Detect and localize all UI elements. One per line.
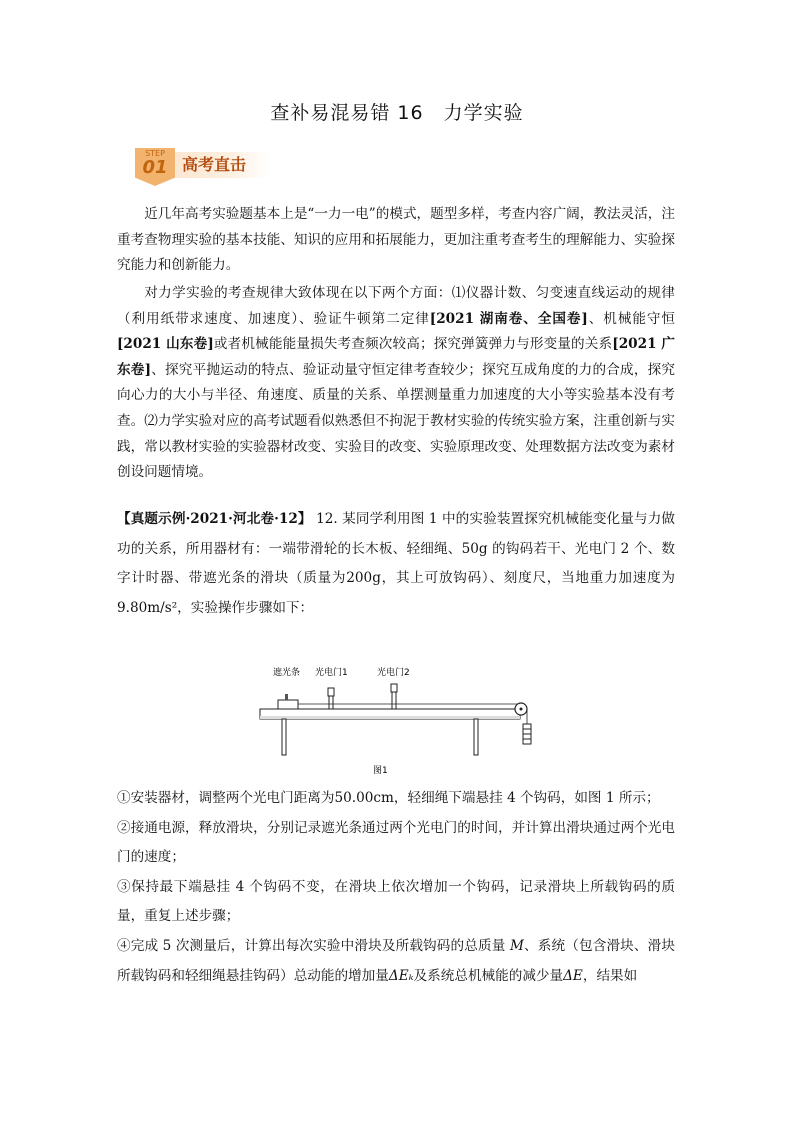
- question-text-2: 的钩码若干、光电门 2 个、数字计时器、带遮光条的滑块（质量为: [117, 540, 675, 586]
- step-1-text-b: ，轻细绳下端悬挂 4 个钩码，如图 1 所示；: [393, 790, 660, 806]
- step-tag-number: 01: [142, 157, 168, 178]
- step-4: [117, 932, 675, 991]
- analysis-text-3: 或者机械能能量损失考查频次较高；探究弹簧弹力与形变量的关系: [213, 336, 613, 353]
- intro-paragraph: 近几年高考实验题基本上是“一力一电”的模式，题型多样，考查内容广阔，教法灵活，注重考查物理实验的基本技能、知识的应用和拓展能力，更加注重考查考生的理解能力、实验探究能力和创新能力。: [117, 206, 675, 274]
- symbol-M: M: [509, 937, 524, 954]
- page-title: 查补易混易错 16 力学实验: [270, 102, 524, 124]
- step-1-text-a: ①安装器材，调整两个光电门距离为: [117, 790, 335, 806]
- procedure-steps: [117, 784, 675, 991]
- table-leg-right: [474, 719, 478, 755]
- question-intro: [117, 505, 675, 623]
- hook-mass: 50g: [461, 540, 488, 557]
- analysis-text-1: 对力学实验的考查规律大致体现在以下两个方面：⑴仪器计数、匀变速直线运动的规律（利用纸带求速度、加速度）、验证牛顿第二定律: [117, 285, 675, 327]
- photogate-1: [329, 696, 333, 709]
- pulley-axle: [520, 708, 523, 711]
- exam-ref-1: [2021 湖南卷、全国卷]: [429, 310, 588, 327]
- figure-caption: 图1: [373, 766, 388, 776]
- hook-weight-2: [523, 729, 531, 734]
- table-leg-left: [282, 719, 286, 755]
- analysis-text-4: 、探究平抛运动的特点、验证动量守恒定律考查较少；探究互成角度的力的合成，探究向心力的大小与半径、角速度、质量的关系、单摆测量重力加速度的大小等实验基本没有考查。⑵力学实验对应的高考试题看似熟悉但不拘泥于教材实验的传统实验方案，注重创新与实践，常以教材实验的实验器材改变、实验目的改变、实验原理改变、处理数据方法改变为素材创设问题情境。: [117, 361, 675, 481]
- slider-block: [278, 700, 298, 709]
- exam-ref-2: [2021 山东卷]: [117, 336, 214, 353]
- step-tag-word: STEP: [145, 149, 165, 158]
- question-tag: 【真题示例·2021·河北卷·12】: [117, 511, 312, 527]
- step-banner-label: 高考直击: [182, 155, 247, 174]
- hook-weight-1: [523, 724, 531, 729]
- shutter-strip: [285, 694, 288, 700]
- label-shutter: 遮光条: [273, 668, 301, 678]
- apparatus-figure: [255, 658, 545, 780]
- step-3: ③保持最下端悬挂 4 个钩码不变，在滑块上依次增加一个钩码，记录滑块上所载钩码的质量，重复上述步骤；: [117, 878, 675, 925]
- photogate-1-head: [328, 688, 334, 696]
- gate-distance: 50.00cm: [334, 790, 394, 806]
- question-text-3: ，其上可放钩码）、刻度尺，当地重力加速度为: [380, 570, 675, 586]
- question-text-1: 12. 某同学利用图 1 中的实验装置探究机械能变化量与力做功的关系，所用器材有：一端带滑轮的长木板、轻细绳、: [117, 511, 675, 557]
- symbol-delta-e: ΔE: [563, 967, 583, 984]
- photogate-2-head: [391, 684, 397, 692]
- step-4-text-c: 及系统总机械能的减少量: [413, 967, 564, 984]
- step-4-text-d: ，结果如: [582, 967, 638, 984]
- step-4-text-a: ④完成 5 次测量后，计算出每次实验中滑块及所载钩码的总质量: [117, 937, 510, 954]
- hook-weight-3: [523, 734, 531, 739]
- step-4-text-b: 、系统（包含滑块、滑块所载钩码和轻细绳悬挂钩码）总动能的增加量: [117, 937, 675, 984]
- label-gate-1: 光电门1: [315, 668, 348, 678]
- question-text-4: ，实验操作步骤如下：: [177, 599, 314, 616]
- step-1: [117, 784, 675, 814]
- photogate-2: [392, 692, 396, 709]
- step-banner: [135, 148, 270, 188]
- board-edge: [260, 716, 520, 719]
- exam-ref-3: [2021 广东卷]: [117, 336, 676, 378]
- step-2: ②接通电源，释放滑块，分别记录遮光条通过两个光电门的时间，并计算出滑块通过两个光电门的速度；: [117, 819, 675, 866]
- label-gate-2: 光电门2: [377, 668, 410, 678]
- symbol-delta-ek: ΔEₖ: [388, 967, 414, 984]
- hook-weight-4: [523, 739, 531, 744]
- analysis-paragraph: [117, 281, 675, 486]
- slider-mass: 200g: [346, 570, 381, 586]
- analysis-text-2: 、机械能守恒: [587, 310, 676, 327]
- gravity-value: 9.80m/s²: [117, 599, 178, 616]
